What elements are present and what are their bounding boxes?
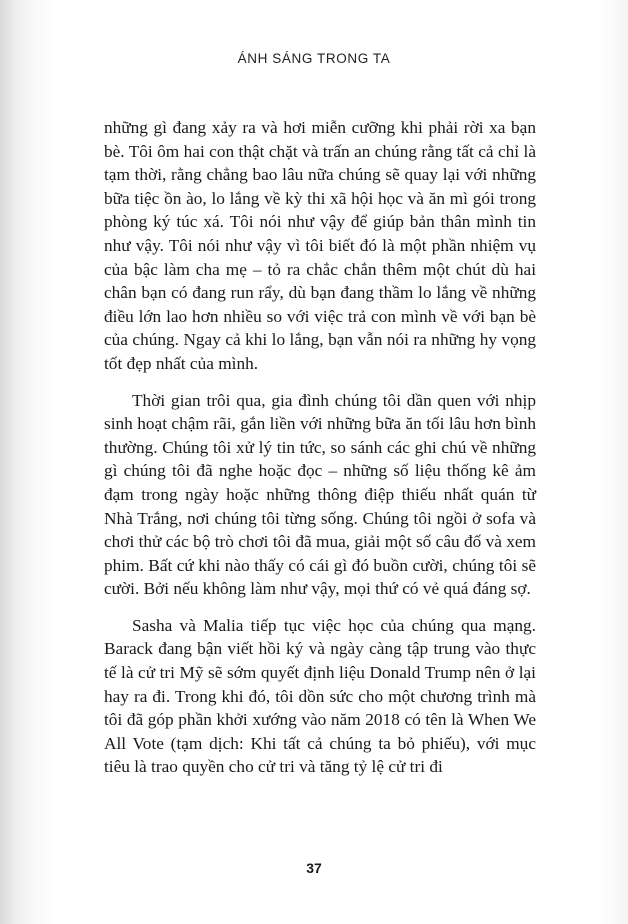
- page-number: 37: [306, 860, 322, 876]
- running-head: ÁNH SÁNG TRONG TA: [237, 51, 391, 66]
- paragraph-continued: những gì đang xảy ra và hơi miễn cưỡng khi phải rời xa bạn bè. Tôi ôm hai con thật chặt và trấn an chúng rằng tất cả chỉ là tạm thời, rằng chẳng bao lâu nữa chúng sẽ quay lại với những bữa tiệc ồn ào, lo lắng về kỳ thi xã hội học và ăn mì gói trong phòng ký túc xá. Tôi nói như vậy để giúp bản thân mình tin như vậy. Tôi nói như vậy vì tôi biết đó là một phần nhiệm vụ của bậc làm cha mẹ – tỏ ra chắc chắn thêm một chút dù hai chân bạn có đang run rẩy, dù bạn đang thầm lo lắng về những điều lớn lao hơn nhiều so với việc trả con mình về với bạn bè của chúng. Ngay cả khi lo lắng, bạn vẫn nói ra những hy vọng tốt đẹp nhất của mình.: [104, 118, 536, 373]
- paragraph: Sasha và Malia tiếp tục việc học của chúng qua mạng. Barack đang bận viết hồi ký và ngày càng tập trung vào thực tế là cử tri Mỹ sẽ sớm quyết định liệu Donald Trump nên ở lại hay ra đi. Trong khi đó, tôi dồn sức cho một chương trình mà tôi đã góp phần khởi xướng vào năm 2018 có tên là When We All Vote (tạm dịch: Khi tất cả chúng ta bỏ phiếu), với mục tiêu là trao quyền cho cử tri và tăng tỷ lệ cử tri đi: [104, 615, 536, 777]
- body-text: [104, 116, 536, 792]
- paragraph: Thời gian trôi qua, gia đình chúng tôi dần quen với nhịp sinh hoạt chậm rãi, gắn liền với những bữa ăn tối lâu hơn bình thường. Chúng tôi xử lý tin tức, so sánh các ghi chú về những gì chúng tôi đã nghe hoặc đọc – những số liệu thống kê ảm đạm trong ngày hoặc những thông điệp thiếu nhất quán từ Nhà Trắng, nơi chúng tôi từng sống. Chúng tôi ngồi ở sofa và chơi thử các bộ trò chơi tôi đã mua, giải một số câu đố và xem phim. Bất cứ khi nào thấy có cái gì đó buồn cười, chúng tôi sẽ cười. Bởi nếu không làm như vậy, mọi thứ có vẻ quá đáng sợ.: [104, 390, 536, 599]
